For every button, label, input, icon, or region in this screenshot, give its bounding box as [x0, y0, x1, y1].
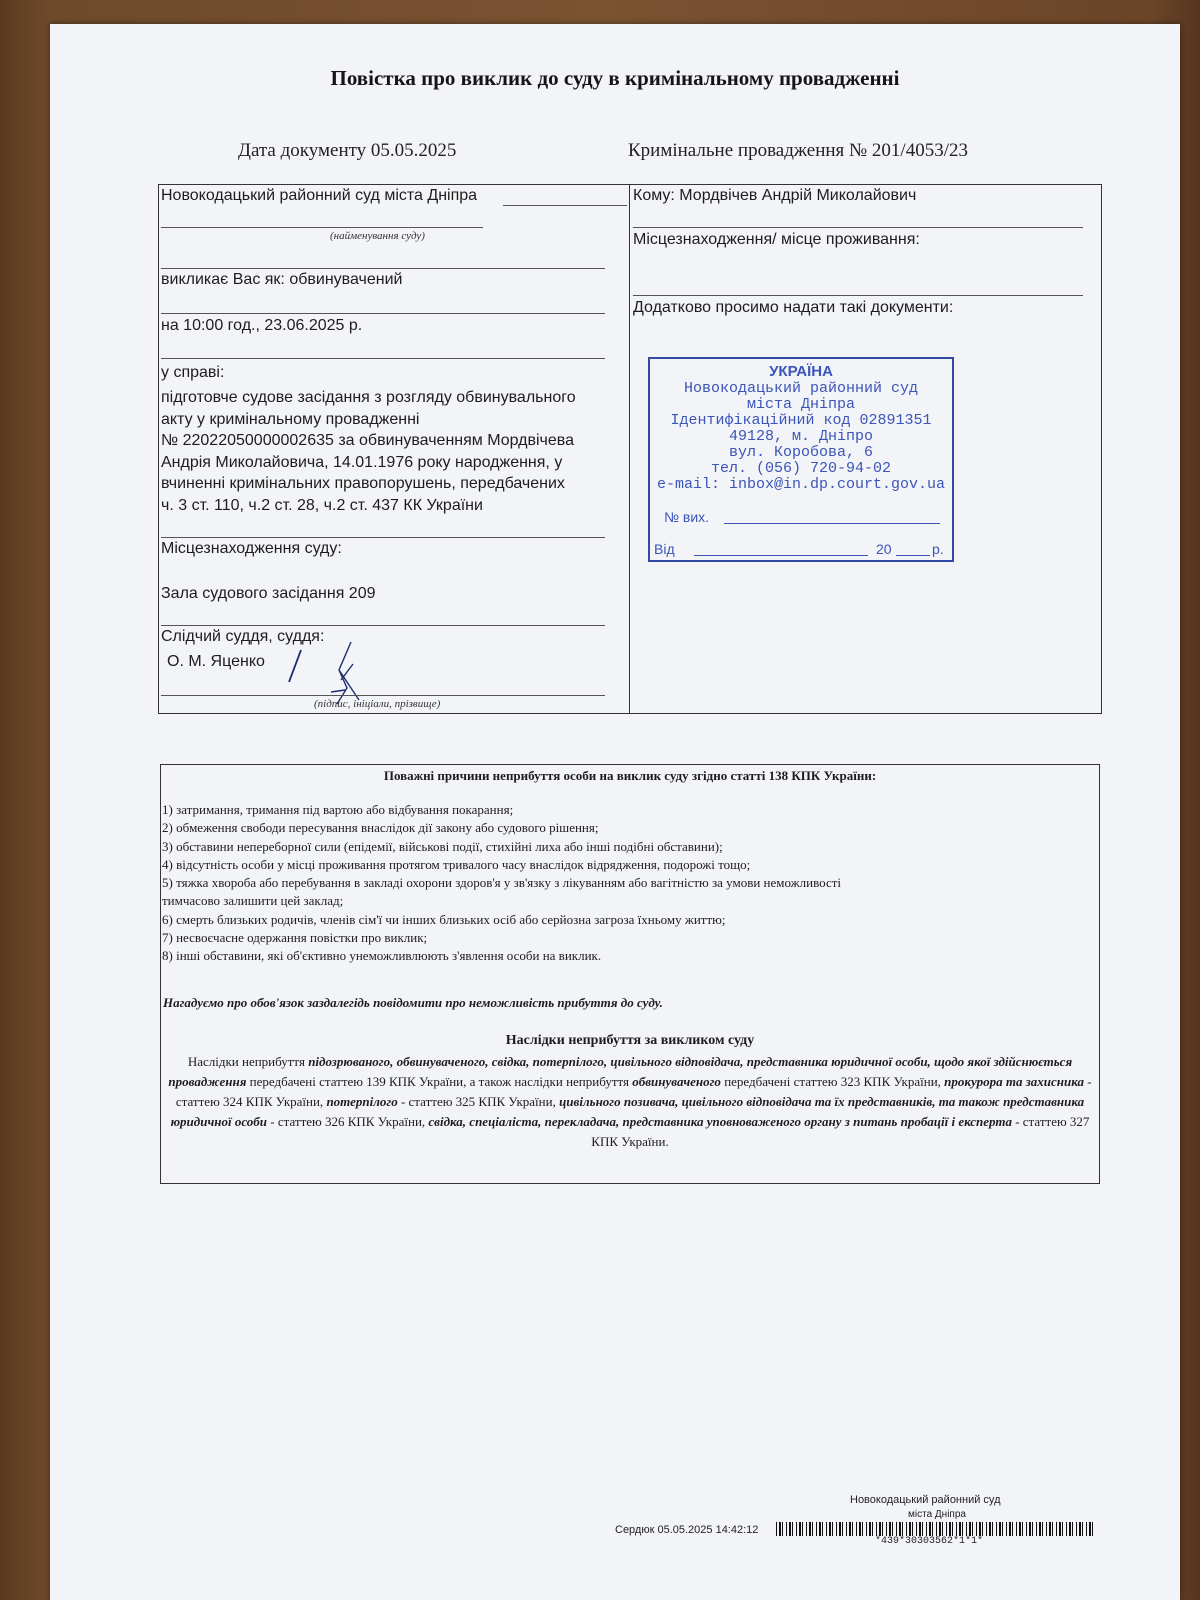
- rule-line: [161, 268, 605, 269]
- hearing-time: на 10:00 год., 23.06.2025 р.: [161, 317, 363, 334]
- case-description: підготовче судове засідання з розгляду обвинувального акту у кримінальному провадженні № 22022050000002635 за обвинуваченням Мордвічева Андрія Миколайовича, 14.01.1976 року народження, у вчиненні кримінальних правопорушень, передбачених ч. 3 ст. 110, ч.2 ст. 28, ч.2 ст. 437 КК України: [161, 389, 576, 514]
- stamp-city-name: міста Дніпра: [746, 396, 856, 413]
- signature-caption: (підпис, ініціали, прізвище): [314, 698, 441, 710]
- court-name-line-2: [161, 227, 483, 228]
- consequences-part: - статтею 325 КПК України,: [397, 1094, 560, 1109]
- consequences-part: передбачені статтею 139 КПК України, а також наслідки неприбуття: [246, 1074, 633, 1089]
- footer-court-city: міста Дніпра: [908, 1509, 966, 1520]
- rule-line: [161, 695, 605, 696]
- stamp-email: e-mail: inbox@in.dp.court.gov.ua: [656, 476, 946, 493]
- stamp-number-line: [724, 523, 940, 524]
- stamp-country: УКРАЇНА: [769, 363, 833, 380]
- stamp-postal: 49128, м. Дніпро: [728, 428, 874, 445]
- document-title: Повістка про виклик до суду в кримінальному провадженні: [330, 66, 900, 90]
- recipient: Кому: Мордвічев Андрій Миколайович: [633, 187, 917, 204]
- reasons-box: [160, 764, 1100, 1184]
- reasons-header: Поважні причини неприбуття особи на виклик суду згідно статті 138 КПК України:: [383, 768, 877, 783]
- case-label: у справі:: [161, 364, 225, 381]
- barcode: [776, 1522, 1094, 1536]
- courtroom: Зала судового засідання 209: [161, 585, 376, 602]
- summons-table: [158, 184, 1102, 714]
- rule-line: [161, 313, 605, 314]
- rule-line: [161, 625, 605, 626]
- rule-line: [633, 295, 1083, 296]
- judge-name: О. М. Яценко: [167, 653, 265, 670]
- consequences-emph: обвинуваченого: [632, 1074, 721, 1089]
- consequences-emph: підозрюваного, обвинуваченого, свідка, потерпілого, цивільного відповідача, представника юридичної особи, щодо якої здійснюється провадження: [168, 1054, 1073, 1089]
- case-number: Кримінальне провадження № 201/4053/23: [628, 140, 968, 161]
- stamp-phone: тел. (056) 720-94-02: [710, 460, 892, 477]
- barcode-text: *439*30303562*1*1*: [875, 1536, 984, 1547]
- rule-line: [633, 227, 1083, 228]
- residence-label: Місцезнаходження/ місце проживання:: [633, 231, 920, 248]
- consequences-part: Наслідки неприбуття: [187, 1054, 309, 1069]
- consequences-part: передбачені статтею 323 КПК України,: [720, 1074, 945, 1089]
- rule-line: [161, 358, 605, 359]
- footer-court: Новокодацький районний суд: [850, 1494, 1001, 1506]
- stamp-year: 20: [876, 541, 892, 557]
- consequences-header: Наслідки неприбуття за викликом суду: [505, 1033, 755, 1048]
- stamp-year-suffix: р.: [932, 541, 944, 557]
- consequences-part: - статтею 324 КПК України,: [175, 1074, 1092, 1109]
- consequences-emph: прокурора та захисника: [944, 1074, 1084, 1089]
- stamp-date-line: [694, 555, 868, 556]
- stamp-code: Ідентифікаційний код 02891351: [670, 412, 932, 429]
- document-date: Дата документу 05.05.2025: [238, 140, 457, 161]
- reasons-list: 1) затримання, тримання під вартою або відбування покарання; 2) обмеження свободи пересування внаслідок дії закону або судового рішення; 3) обставини непереборної сили (епідемії, військові події, стихійні лиха або інші подібні обставини); 4) відсутність особи у місці проживання протягом тривалого часу внаслідок відрядження, подорожі тощо; 5) тяжка хвороба або перебування в закладі охорони здоров'я у зв'язку з лікуванням або вагітністю за умови неможливості тимчасово залишити цей заклад; 6) смерть близьких родичів, членів сім'ї чи інших близьких осіб або серйозна загроза їхньому життю; 7) несвоєчасне одержання повістки про виклик; 8) інші обставини, які об'єктивно унеможливлюють з'явлення особи на виклик.: [162, 802, 842, 964]
- court-stamp: [648, 357, 954, 562]
- consequences-part: - статтею 326 КПК України,: [267, 1114, 429, 1129]
- court-name: Новокодацький районний суд міста Дніпра: [161, 187, 478, 204]
- documents-label: Додатково просимо надати такі документи:: [633, 299, 954, 316]
- consequences-text: [167, 1052, 1093, 1152]
- document-page: [50, 24, 1180, 1600]
- reminder: Нагадуємо про обов'язок заздалегідь повідомити про неможливість прибуття до суду.: [163, 995, 663, 1010]
- stamp-court: Новокодацький районний суд: [683, 380, 919, 397]
- summons-role: викликає Вас як: обвинувачений: [161, 271, 403, 288]
- court-caption: (найменування суду): [330, 230, 425, 242]
- stamp-street: вул. Коробова, 6: [728, 444, 874, 461]
- footer-clerk: Сердюк 05.05.2025 14:42:12: [615, 1524, 759, 1536]
- court-name-line: [503, 205, 627, 206]
- court-location-label: Місцезнаходження суду:: [161, 540, 342, 557]
- rule-line: [161, 537, 605, 538]
- column-divider: [629, 185, 630, 713]
- consequences-part: - статтею 327 КПК України.: [591, 1114, 1090, 1149]
- consequences-emph: потерпілого: [326, 1094, 398, 1109]
- consequences-emph: свідка, спеціаліста, перекладача, представника уповноваженого органу з питань пробації і експерта: [428, 1114, 1012, 1129]
- stamp-year-line: [896, 555, 930, 556]
- consequences-emph: цивільного позивача, цивільного відповідача та їх представників, та також представника юридичної особи: [170, 1094, 1085, 1129]
- stamp-from-label: Від: [654, 541, 675, 557]
- judge-label: Слідчий суддя, суддя:: [161, 628, 325, 645]
- stamp-outgoing-number: № вих.: [664, 509, 710, 525]
